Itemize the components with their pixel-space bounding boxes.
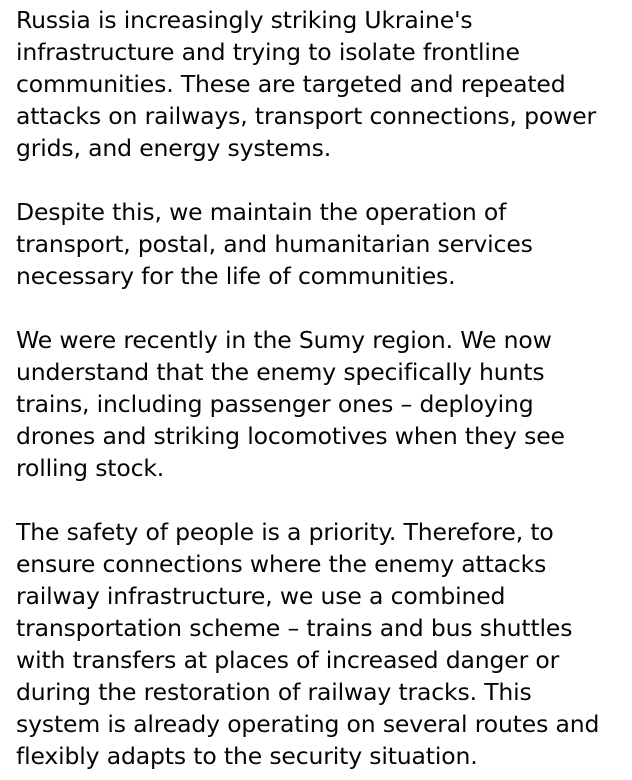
text-line: during the restoration of railway tracks. This [16,678,532,706]
text-line: Despite this, we maintain the operation of [16,198,507,226]
text-line: transportation scheme – trains and bus shuttles [16,614,573,642]
text-line: drones and striking locomotives when they see [16,422,565,450]
paragraph-services-maintained [16,196,618,292]
text-line: trains, including passenger ones – deploying [16,390,534,418]
paragraph-combined-transport [16,516,618,772]
text-line: ensure connections where the enemy attacks [16,550,547,578]
text-line: with transfers at places of increased danger or [16,646,560,674]
text-line: transport, postal, and humanitarian services [16,230,533,258]
text-line: rolling stock. [16,454,165,482]
text-line: communities. These are targeted and repeated [16,70,566,98]
paragraph-infrastructure-attacks [16,4,618,164]
text-line: infrastructure and trying to isolate frontline [16,38,520,66]
text-line: attacks on railways, transport connections, power [16,102,597,130]
text-line: flexibly adapts to the security situation. [16,742,478,770]
text-line: system is already operating on several routes and [16,710,600,738]
text-line: understand that the enemy specifically hunts [16,358,545,386]
text-line: Russia is increasingly striking Ukraine's [16,6,473,34]
text-line: We were recently in the Sumy region. We now [16,326,552,354]
text-line: grids, and energy systems. [16,134,332,162]
text-line: The safety of people is a priority. Therefore, to [16,518,554,546]
text-line: railway infrastructure, we use a combined [16,582,506,610]
text-line: necessary for the life of communities. [16,262,456,290]
paragraph-sumy-region [16,324,618,484]
